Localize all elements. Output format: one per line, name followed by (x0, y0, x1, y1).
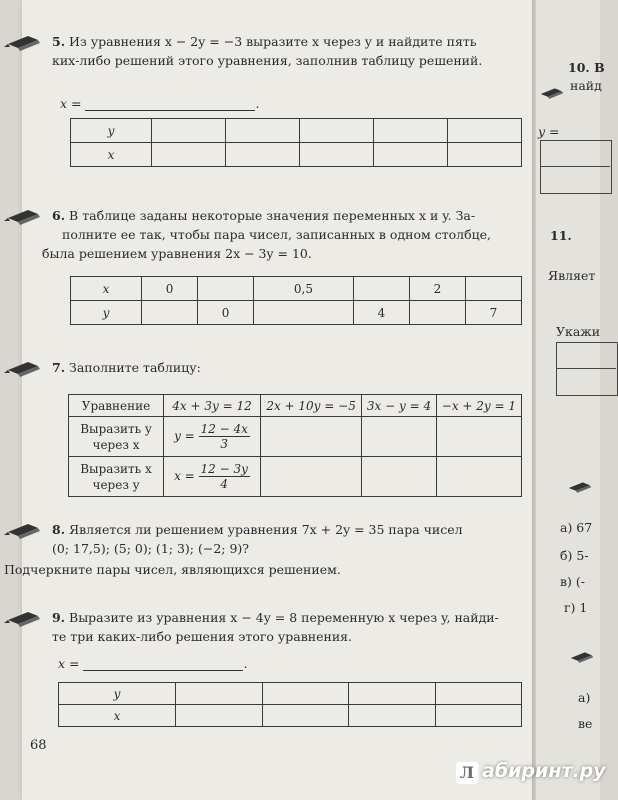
task-6 (42, 206, 522, 263)
table-cell[interactable] (262, 705, 349, 727)
table-cell[interactable] (353, 277, 409, 301)
task-text: В таблице заданы некоторые значения переменных x и y. За- (69, 208, 476, 223)
table-cell[interactable] (349, 683, 436, 705)
table-cell[interactable] (435, 705, 522, 727)
table-cell[interactable]: 0 (142, 277, 198, 301)
row-label-line: через x (92, 437, 140, 452)
table-cell[interactable] (349, 705, 436, 727)
task-number: 7. (52, 360, 66, 375)
task-number: 8. (52, 522, 66, 537)
answer-end: . (243, 656, 248, 671)
answer-blank[interactable] (83, 670, 243, 671)
task-text: (0; 17,5); (5; 0); (1; 3); (−2; 9)? (52, 541, 249, 556)
row-label: y (71, 301, 142, 325)
right-table (540, 140, 612, 194)
answer-label: x = (60, 96, 82, 111)
task-number: 5. (52, 34, 66, 49)
table-cell[interactable] (262, 683, 349, 705)
table-cell[interactable] (226, 143, 300, 167)
right-table (556, 342, 618, 396)
expression-cell (164, 417, 261, 457)
table-cell[interactable] (436, 457, 521, 497)
table-cell[interactable] (436, 417, 521, 457)
table-cell[interactable] (176, 683, 263, 705)
table-cell[interactable] (435, 683, 522, 705)
table-divider (540, 166, 610, 167)
answer-end: . (255, 96, 260, 111)
task-text: Являет (548, 268, 596, 283)
task5-table (70, 118, 522, 167)
table-cell[interactable] (448, 119, 522, 143)
table-cell[interactable] (374, 143, 448, 167)
watermark-text: абиринт.ру (482, 760, 606, 782)
table-cell[interactable] (152, 143, 226, 167)
expression-lhs: y = (174, 429, 195, 443)
option: а) (578, 690, 591, 705)
task7-table (68, 394, 522, 497)
numerator: 12 − 4x (200, 422, 248, 436)
right-page (536, 0, 605, 800)
task-text: найд (570, 78, 602, 93)
task-8 (4, 520, 522, 579)
pencil-icon (4, 34, 44, 54)
row-label (69, 457, 164, 497)
answer-line[interactable] (60, 96, 259, 111)
answer-label: y = (538, 124, 560, 139)
table-cell[interactable]: 0,5 (254, 277, 354, 301)
pencil-icon (4, 610, 44, 630)
row-label-line: Выразить x (80, 461, 152, 476)
pencil-icon (568, 650, 596, 666)
task-number: 11. (550, 228, 572, 243)
task-text: Укажи (556, 324, 601, 339)
expression-lhs: x = (174, 469, 195, 483)
task-text: Заполните таблицу: (69, 360, 201, 375)
option: в) (- (560, 574, 585, 589)
answer-label: x = (58, 656, 80, 671)
table-cell[interactable] (261, 417, 362, 457)
table-cell[interactable] (152, 119, 226, 143)
option: б) 5- (560, 548, 589, 563)
table-cell[interactable] (300, 119, 374, 143)
task-number: 9. (52, 610, 66, 625)
row-label-line: через y (92, 477, 140, 492)
pencil-icon (538, 86, 566, 102)
task-number: 10. В (568, 60, 605, 75)
table-cell[interactable]: 0 (198, 301, 254, 325)
task-9 (52, 608, 522, 646)
table-cell[interactable] (374, 119, 448, 143)
task9-table (58, 682, 522, 727)
task-5 (52, 32, 522, 70)
row-label: y (71, 119, 152, 143)
task-text: Подчеркните пары чисел, являющихся решением. (4, 562, 341, 577)
header-cell: 3x − y = 4 (362, 395, 437, 417)
row-label-line: Выразить y (80, 421, 152, 436)
task-7 (52, 358, 522, 377)
option: а) 67 (560, 520, 593, 535)
task-text: Является ли решением уравнения 7x + 2y = 35 пара чисел (69, 522, 463, 537)
denominator: 4 (220, 477, 229, 491)
answer-line[interactable] (58, 656, 247, 671)
header-cell: −x + 2y = 1 (436, 395, 521, 417)
header-cell: Уравнение (69, 395, 164, 417)
row-label: x (71, 277, 142, 301)
pencil-icon (566, 480, 594, 496)
denominator: 3 (220, 437, 229, 451)
task-text: те три каких-либо решения этого уравнения. (52, 629, 353, 644)
table-cell[interactable] (465, 277, 521, 301)
table-cell[interactable] (226, 119, 300, 143)
answer-blank[interactable] (85, 110, 255, 111)
table-cell[interactable] (300, 143, 374, 167)
header-cell: 2x + 10y = −5 (261, 395, 362, 417)
table-cell[interactable] (198, 277, 254, 301)
row-label: x (71, 143, 152, 167)
fraction (199, 422, 250, 451)
pencil-icon (4, 522, 44, 542)
option: г) 1 (564, 600, 588, 615)
fraction (199, 462, 250, 491)
numerator: 12 − 3y (200, 462, 248, 476)
table-cell[interactable] (261, 457, 362, 497)
row-label: y (59, 683, 176, 705)
table-cell[interactable]: 7 (465, 301, 521, 325)
table-cell[interactable] (362, 457, 437, 497)
header-cell: 4x + 3y = 12 (164, 395, 261, 417)
table-cell[interactable] (409, 301, 465, 325)
pencil-icon (4, 208, 44, 228)
table-cell[interactable]: 2 (409, 277, 465, 301)
option: ве (578, 716, 593, 731)
expression-cell (164, 457, 261, 497)
table-cell[interactable] (254, 301, 354, 325)
task-number: 6. (52, 208, 66, 223)
task-text: полните ее так, чтобы пара чисел, записанных в одном столбце, (62, 227, 492, 242)
table-cell[interactable] (142, 301, 198, 325)
task-text: ких-либо решений этого уравнения, заполнив таблицу решений. (52, 53, 483, 68)
task-text: Из уравнения x − 2y = −3 выразите x через y и найдите пять (69, 34, 477, 49)
row-label: x (59, 705, 176, 727)
table-divider (556, 368, 616, 369)
table-cell[interactable] (362, 417, 437, 457)
task-text: Выразите из уравнения x − 4y = 8 переменную x через y, найди- (69, 610, 499, 625)
task-text: была решением уравнения 2x − 3y = 10. (42, 246, 312, 261)
pencil-icon (4, 360, 44, 380)
labirint-logo: Л (456, 762, 478, 784)
table-cell[interactable]: 4 (353, 301, 409, 325)
task6-table (70, 276, 522, 325)
table-cell[interactable] (448, 143, 522, 167)
row-label (69, 417, 164, 457)
table-cell[interactable] (176, 705, 263, 727)
page-number: 68 (30, 738, 47, 753)
